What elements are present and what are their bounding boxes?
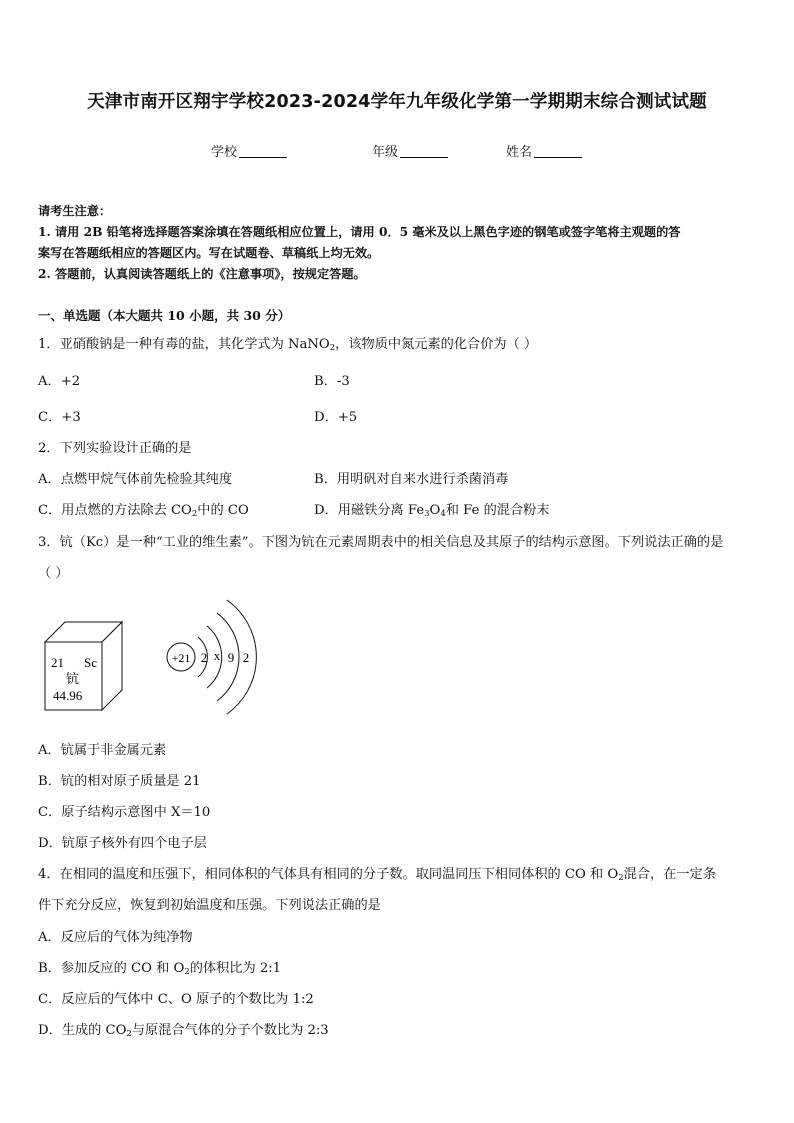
name-label: 姓名 <box>506 145 533 160</box>
q1-stem: 1．亚硝酸钠是一种有毒的盐，其化学式为 NaNO$_2$，该物质中氮元素的化合价为（ ） <box>38 337 538 353</box>
notice-line-2: 案写在答题纸相应的答题区内。写在试题卷、草稿纸上均无效。 <box>38 246 380 260</box>
nucleus-charge: +21 <box>171 651 191 665</box>
q4-option-c: C．反应后的气体中 C、O 原子的个数比为 1:2 <box>38 992 314 1007</box>
school-label: 学校 <box>211 145 238 160</box>
q2-option-b: B．用明矾对自来水进行杀菌消毒 <box>314 472 509 487</box>
grade-label: 年级 <box>372 145 399 160</box>
section-heading: 一、单选题（本大题共 10 小题，共 30 分） <box>38 308 291 323</box>
q3-option-a: A．钪属于非金属元素 <box>38 743 167 758</box>
shell-2-count: x <box>213 648 221 663</box>
periodic-element-cube <box>40 620 128 712</box>
q4-option-a: A．反应后的气体为纯净物 <box>38 930 193 945</box>
q4-stem-line-2: 件下充分反应，恢复到初始温度和压强。下列说法正确的是 <box>38 898 381 913</box>
q1-option-b: B．-3 <box>314 374 350 389</box>
q3-option-d: D．钪原子核外有四个电子层 <box>38 836 207 851</box>
shell-4-count: 2 <box>242 650 250 665</box>
element-symbol: Sc <box>84 655 97 670</box>
notice-line-3: 2. 答题前，认真阅读答题纸上的《注意事项》，按规定答题。 <box>38 267 366 281</box>
school-field[interactable] <box>211 141 287 160</box>
grade-blank[interactable] <box>400 143 448 158</box>
q3-option-c: C．原子结构示意图中 X＝10 <box>38 805 211 820</box>
name-blank[interactable] <box>534 143 582 158</box>
shell-1-count: 2 <box>200 650 208 665</box>
grade-field[interactable] <box>372 141 448 160</box>
school-blank[interactable] <box>239 143 287 158</box>
q1-option-a: A．+2 <box>38 374 81 389</box>
name-field[interactable] <box>506 141 582 160</box>
q4-option-d: D．生成的 $CO_2$与原混合气体的分子个数比为 2:3 <box>38 1023 329 1039</box>
q2-stem: 2．下列实验设计正确的是 <box>38 441 192 456</box>
page-title: 天津市南开区翔宇学校2023-2024学年九年级化学第一学期期末综合测试试题 <box>87 92 707 112</box>
shell-3-count: 9 <box>227 650 235 665</box>
q3-option-b: B．钪的相对原子质量是 21 <box>38 774 201 789</box>
q2-option-d: D．用磁铁分离 $Fe_3O_4$和 Fe 的混合粉末 <box>314 503 550 519</box>
q1-option-c: C．+3 <box>38 410 81 425</box>
q4-option-b: B．参加反应的 CO 和 $O_2$的体积比为 2:1 <box>38 961 282 977</box>
notice-line-1: 1. 请用 2B 铅笔将选择题答案涂填在答题纸相应位置上，请用 0．5 毫米及以上黑色字迹的钢笔或签字笔将主观题的答 <box>38 225 681 239</box>
atomic-structure-diagram <box>160 596 260 718</box>
q2-option-c: C．用点燃的方法除去 $CO_2$中的 CO <box>38 503 249 519</box>
notice-heading: 请考生注意： <box>38 204 112 218</box>
q2-option-a: A．点燃甲烷气体前先检验其纯度 <box>38 472 233 487</box>
atomic-number: 21 <box>51 655 64 670</box>
q3-stem: 3．钪（Kc）是一种“工业的维生素”。下图为钪在元素周期表中的相关信息及其原子的结构示意图。下列说法正确的是 <box>38 535 724 550</box>
q3-stem-paren: （ ） <box>38 566 69 581</box>
atomic-mass: 44.96 <box>53 688 83 703</box>
q1-option-d: D．+5 <box>314 410 358 425</box>
q4-stem-line-1: 4．在相同的温度和压强下，相同体积的气体具有相同的分子数。取同温同压下相同体积的 CO 和 $O_2$混合，在一定条 <box>38 867 716 883</box>
element-name: 钪 <box>66 671 80 686</box>
